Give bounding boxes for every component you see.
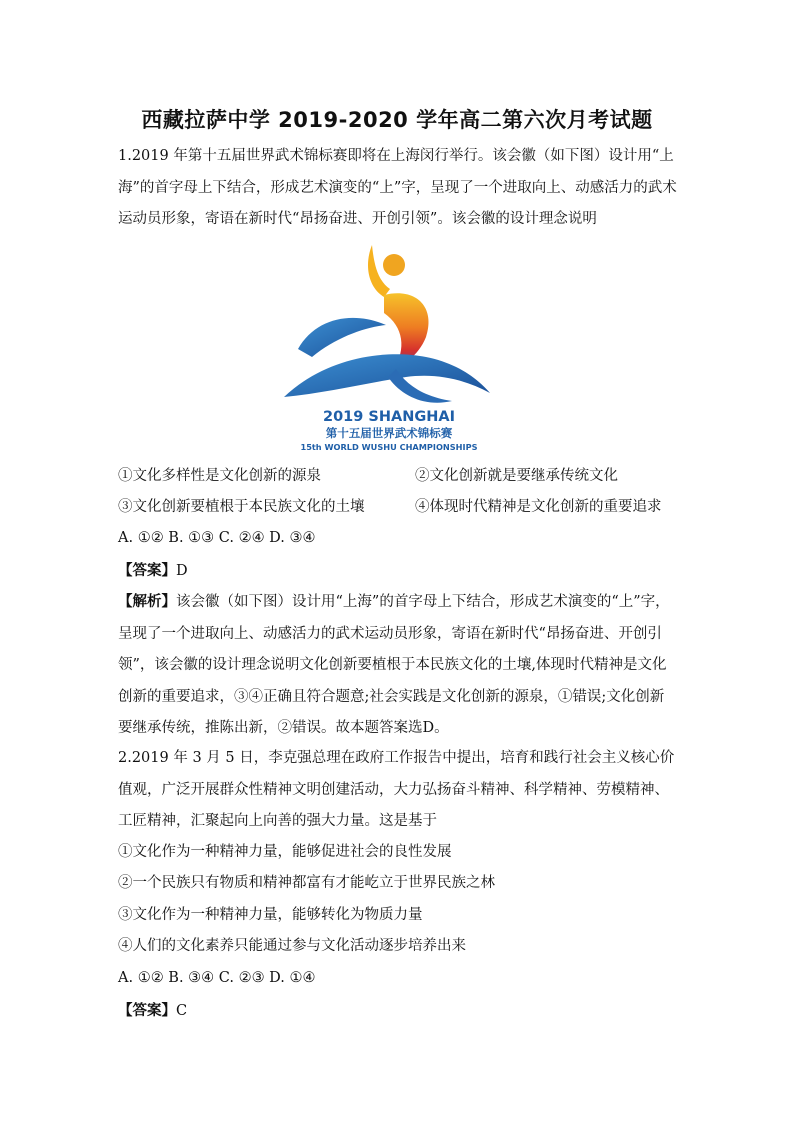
analysis-text: 该会徽（如下图）设计用“上海”的首字母上下结合，形成艺术演变的“上”字，呈现了一个进取向上、动感活力的武术运动员形象，寄语在新时代“昂扬奋进、开创引领”，该会徽的设计理念说明文化创新要植根于本民族文化的土壤,体现时代精神是文化创新的重要追求，③④正确且符合题意;社会实践是文化创新的源泉，①错误;文化创新要继承传统，推陈出新，②错误。故本题答案选D。 [118, 594, 670, 736]
question-2-stem: 2.2019 年 3 月 5 日，李克强总理在政府工作报告中提出，培育和践行社会主义核心价值观，广泛开展群众性精神文明创建活动，大力弘扬奋斗精神、科学精神、劳模精神、工匠精神，汇聚起向上向善的强大力量。这是基于 [118, 750, 675, 829]
q1-option-3: ③文化创新要植根于本民族文化的土壤 [118, 499, 365, 515]
q1-choices: A. ①② B. ①③ C. ②④ D. ③④ [118, 530, 316, 546]
q2-option-1: ①文化作为一种精神力量，能够促进社会的良性发展 [118, 844, 452, 860]
logo-text-line1: 2019 SHANGHAI [323, 409, 455, 425]
q1-answer [118, 555, 188, 588]
q1-analysis [118, 586, 678, 745]
q1-option-2: ②文化创新就是要继承传统文化 [415, 468, 618, 484]
wushu-championship-logo [276, 237, 502, 457]
q2-answer [118, 995, 187, 1028]
answer-label: 【答案】 [118, 562, 176, 579]
logo-swoosh-left [298, 318, 386, 357]
q1-option-4: ④体现时代精神是文化创新的重要追求 [415, 499, 662, 515]
answer-value: C [176, 1003, 188, 1019]
q1-option-1: ①文化多样性是文化创新的源泉 [118, 468, 321, 484]
question-1-stem: 1.2019 年第十五届世界武术锦标赛即将在上海闵行举行。该会徽（如下图）设计用“上海”的首字母上下结合，形成艺术演变的“上”字，呈现了一个进取向上、动感活力的武术运动员形象，寄语在新时代“昂扬奋进、开创引领”。该会徽的设计理念说明 [118, 148, 677, 227]
answer-value: D [176, 563, 188, 579]
q2-choices: A. ①② B. ③④ C. ②③ D. ①④ [118, 970, 316, 986]
q2-option-4: ④人们的文化素养只能通过参与文化活动逐步培养出来 [118, 938, 466, 954]
logo-head-shape [383, 254, 405, 276]
answer-label: 【答案】 [118, 1002, 176, 1019]
q2-option-2: ②一个民族只有物质和精神都富有才能屹立于世界民族之林 [118, 875, 495, 891]
analysis-label: 【解析】 [118, 593, 176, 610]
logo-text-line3: 15th WORLD WUSHU CHAMPIONSHIPS [300, 442, 478, 452]
q2-option-3: ③文化作为一种精神力量，能够转化为物质力量 [118, 907, 423, 923]
logo-leg-shape [284, 354, 490, 397]
logo-text-line2: 第十五届世界武术锦标赛 [325, 426, 453, 440]
page-title: 西藏拉萨中学 2019-2020 学年高二第六次月考试题 [141, 108, 653, 132]
